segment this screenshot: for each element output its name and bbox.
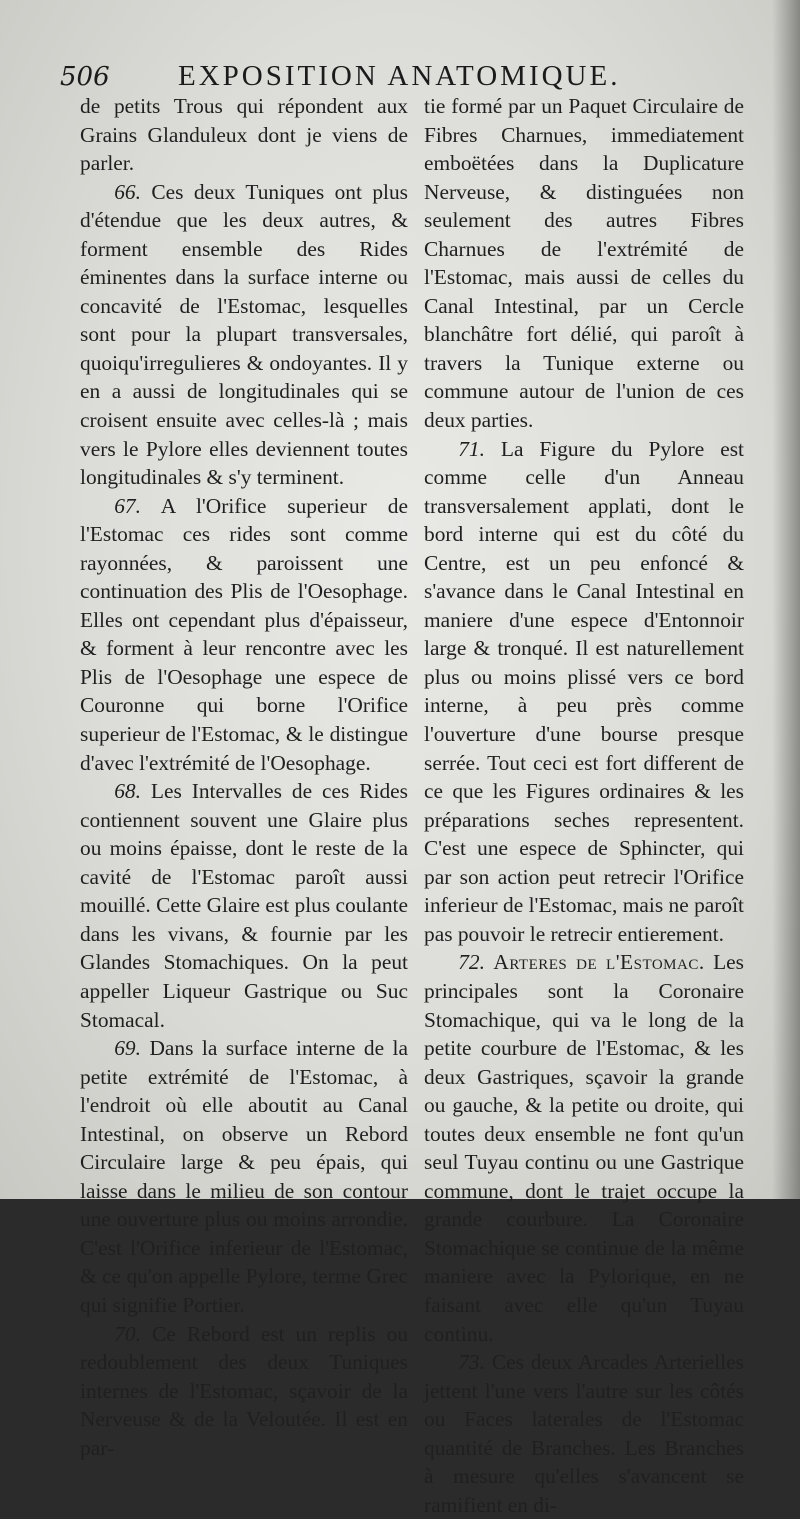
section-heading: Arteres de l'Estomac. (493, 950, 705, 975)
paragraph-text: Dans la surface interne de la petite extrémité de l'Estomac, à l'endroit où elle aboutit au Canal Intestinal, on observe un Rebord Circulaire large & peu épais, qui laisse dans le milieu de son contour une ouverture plus ou moins arrondie. C'est l'Orifice inferieur de l'Estomac, & ce qu'on appelle Pylore, terme Grec qui signifie Portier. (80, 1036, 408, 1317)
paragraph-text: A l'Orifice superieur de l'Estomac ces rides sont comme rayonnées, & paroissent une continuation des Plis de l'Oesophage. Elles ont cependant plus d'épaisseur, & forment à leur rencontre avec les Plis de l'Oesophage une espece de Couronne qui borne l'Orifice superieur de l'Estomac, & le distingue d'avec l'extrémité de l'Oesophage. (80, 493, 408, 775)
paragraph (80, 92, 408, 178)
paragraph (424, 92, 744, 435)
paragraph-text: Ces deux Tuniques ont plus d'étendue que les deux autres, & forment ensemble des Rides éminentes dans la surface interne ou concavité de l'Estomac, lesquelles sont pour la plupart transversales, quoiqu'irregulieres & ondoyantes. Il y en a aussi de longitudinales qui se croisent ensuite avec celles-là ; mais vers le Pylore elles deviennent toutes longitudinales & s'y terminent. (80, 179, 408, 490)
paragraph (80, 492, 408, 777)
paragraph (80, 1034, 408, 1319)
paragraph-number: 67. (114, 493, 141, 518)
paragraph-number: 66. (114, 179, 141, 204)
paragraph-number: 69. (114, 1036, 141, 1061)
right-column (424, 92, 744, 1519)
paragraph-number: 73. (458, 1350, 485, 1375)
paragraph (80, 1320, 408, 1463)
left-column (80, 92, 408, 1462)
paragraph (424, 1348, 744, 1519)
paragraph-text: de petits Trous qui répondent aux Grains Glanduleux dont je viens de parler. (80, 94, 408, 176)
paragraph-text: La Figure du Pylore est comme celle d'un Anneau transversalement applati, dont le bord interne qui est du côté du Centre, est un peu enfoncé & s'avance dans le Canal Intestinal en maniere d'une espece d'Entonnoir large & tronqué. Il est naturellement plus ou moins plissé vers ce bord interne, à peu près comme l'ouverture d'une bourse presque serrée. Tout ceci est fort different de ce que les Figures ordinaires & les préparations seches representent. C'est une espece de Sphincter, qui par son action peut retrecir l'Orifice inferieur de l'Estomac, mais ne paroît pas pouvoir le retrecir entierement. (424, 436, 744, 946)
paragraph (80, 777, 408, 1034)
paragraph (424, 435, 744, 949)
page-number: 506 (60, 62, 110, 92)
paragraph-text: Les principales sont la Coronaire Stomachique, qui va le long de la petite courbure de l'Estomac, & les deux Gastriques, sçavoir la grande ou gauche, & la petite ou droite, qui toutes deux ensemble ne font qu'un seul Tuyau continu ou une Gastrique commune, dont le trajet occupe la grande courbure. La Coronaire Stomachique se continue de la même maniere avec la Pylorique, en ne faisant avec elle qu'un Tuyau continu. (424, 950, 744, 1346)
paragraph-text: Les Intervalles de ces Rides contiennent souvent une Glaire plus ou moins épaisse, dont le reste de la cavité de l'Estomac paroît aussi mouillé. Cette Glaire est plus coulante dans les vivans, & fournie par les Glandes Stomachiques. On la peut appeller Liqueur Gastrique ou Suc Stomacal. (80, 779, 408, 1032)
paragraph-number: 70. (114, 1321, 141, 1346)
page-edge-shadow (772, 0, 800, 1199)
paragraph-number: 71. (458, 436, 485, 461)
paragraph (80, 178, 408, 492)
paragraph-number: 72. (458, 950, 485, 975)
paragraph-number: 68. (114, 779, 141, 804)
paragraph-text: Ces deux Arcades Arterielles jettent l'une vers l'autre sur les côtés ou Faces laterales de l'Estomac quantité de Branches. Les Branches à mesure qu'elles s'avancent se ramifient en di- (424, 1350, 744, 1517)
paragraph-text: tie formé par un Paquet Circulaire de Fibres Charnues, immediatement emboëtées dans la Duplicature Nerveuse, & distinguées non seulement des autres Fibres Charnues de l'extrémité de l'Estomac, mais aussi de celles du Canal Intestinal, par un Cercle blanchâtre fort délié, qui paroît à travers la Tunique externe ou commune autour de l'union de ces deux parties. (424, 94, 744, 433)
paragraph (424, 948, 744, 1348)
paragraph-text: Ce Rebord est un replis ou redoublement des deux Tuniques internes de l'Estomac, sçavoir de la Nerveuse & de la Veloutée. Il est en par- (80, 1321, 408, 1460)
running-head: EXPOSITION ANATOMIQUE. (178, 60, 621, 92)
